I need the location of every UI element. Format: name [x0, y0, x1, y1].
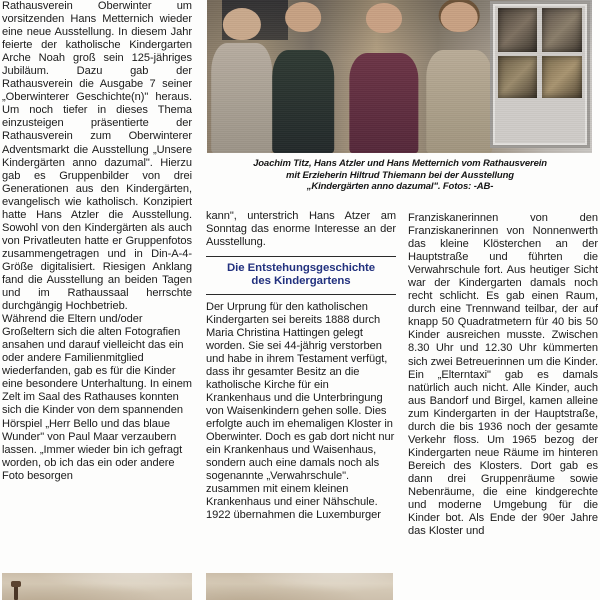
photo-caption-line-2: mit Erzieherin Hiltrud Thiemann bei der Ausstellung	[286, 169, 514, 181]
paragraph: Während die Eltern und/oder Großeltern sich die alten Fotografien ansahen und darauf vielleicht das ein oder andere Familienmitglied wiederfanden, gab es für die Kinder eine besondere Unterhaltung. In einem Zelt im Saal des Rathauses konnten sich die Kinder von dem spannenden Hörspiel „Herr Bello und das blaue Wunder" von Paul Maar verzaubern lassen. „Immer wieder bin ich gefragt worden, ob ich das ein oder andere Foto besorgen	[2, 313, 192, 482]
paragraph: Franziskanerinnen von den Franziskanerinnen von Nonnenwerth das kleine Klösterchen an der Hauptstraße und führten die Verwahrschule fort. Aus heutiger Sicht war der Kindergarten damals noch recht schlicht. Es gab einen Raum, durch eine Trennwand teilbar, der auf knapp 50 Quadratmetern für 40 bis 50 Kinder ausreichen musste. Zwischen 8.30 Uhr und 12.30 Uhr kümmerten sich zwei Betreuerinnen um die Kinder. Ein „Elterntaxi" gab es damals natürlich auch nicht. Alle Kinder, auch aus Bandorf und Birgel, kamen alleine zum Kindergarten in der Hauptstraße, durch die bis 1936 noch der gesamte Verkehr floss. Um 1965 bezog der Kindergarten neue Räume im hinteren Bereich des Klosters. Dort gab es dann drei Gruppenräume sowie Nebenräume, die eine kindgerechte und moderne Umgebung für die Kinder bot. Als Ende der 90er Jahre das Kloster und	[408, 212, 598, 538]
photo-caption-line-1: Joachim Titz, Hans Atzler und Hans Metternich vom Rathausverein	[253, 158, 547, 169]
bottom-photo-left-texture	[2, 573, 192, 600]
section-heading	[206, 256, 396, 294]
bottom-photo-left-object	[14, 584, 18, 600]
article-column-2	[206, 0, 396, 600]
paragraph: kann", unterstrich Hans Atzer am Sonntag das enorme Interesse an der Ausstellung.	[206, 210, 396, 249]
paragraph: Der Urprung für den katholischen Kindergarten sei bereits 1888 durch Maria Christina Hattingen gelegt worden. Sie sei 44-jährig verstorben und habe in ihrem Testament verfügt, dass ihr gesamter Besitz an die katholische Kirche für ein Krankenhaus und die Unterbringung von Waisenkindern gehen solle. Dies erfolgte auch im ehemaligen Kloster in Oberwinter. Doch es gab dort nicht nur ein Krankenhaus und Waisenhaus, sondern auch eine damals noch als sogenannte „Verwahrschule". zusammen mit einem kleinen Krankenhaus und einer Nähschule. 1922 übernahmen die Luxemburger	[206, 300, 395, 522]
bottom-photo-middle-texture	[206, 573, 393, 600]
section-heading-line-2: des Kindergartens	[251, 275, 351, 288]
article-column-3	[408, 0, 598, 600]
paragraph: Rathausverein Oberwinter um vorsitzenden Hans Metternich wieder eine neue Ausstellung. In diesem Jahr feierte der katholische Kindergarten Arche Noah groß sein 125-jähriges Jubiläum. Dazu gab der Rathausverein die Ausgabe 7 seiner „Oberwinterer Geschichte(n)" heraus. Um noch tiefer in dieses Thema einzusteigen präsentierte der Rathausverein zum Oberwinterer Adventsmarkt die Ausstellung „Unsere Kindergärten anno dazumal". Hierzu gab es Gruppenbilder von drei Generationen aus den Kindergärten, evangelisch wie katholisch. Konzipiert hatte Hans Atzler die Ausstellung. Sowohl von den Kindergärten als auch von Privatleuten hatte er Gruppenfotos zusammengetragen und in Din-A-4-Größe digitalisiert. Riesigen Anklang fand die Ausstellung an beiden Tagen und im Rathaussaal herrschte durchgängig Hochbetrieb.	[2, 0, 192, 313]
bottom-photo-middle	[206, 573, 393, 600]
article-column-1	[2, 0, 192, 600]
bottom-photo-left	[2, 573, 192, 600]
section-heading-line-1: Die Entstehungsgeschichte	[226, 262, 376, 275]
photo-caption-line-3: „Kindergärten anno dazumal". Fotos: -AB-	[306, 181, 494, 193]
